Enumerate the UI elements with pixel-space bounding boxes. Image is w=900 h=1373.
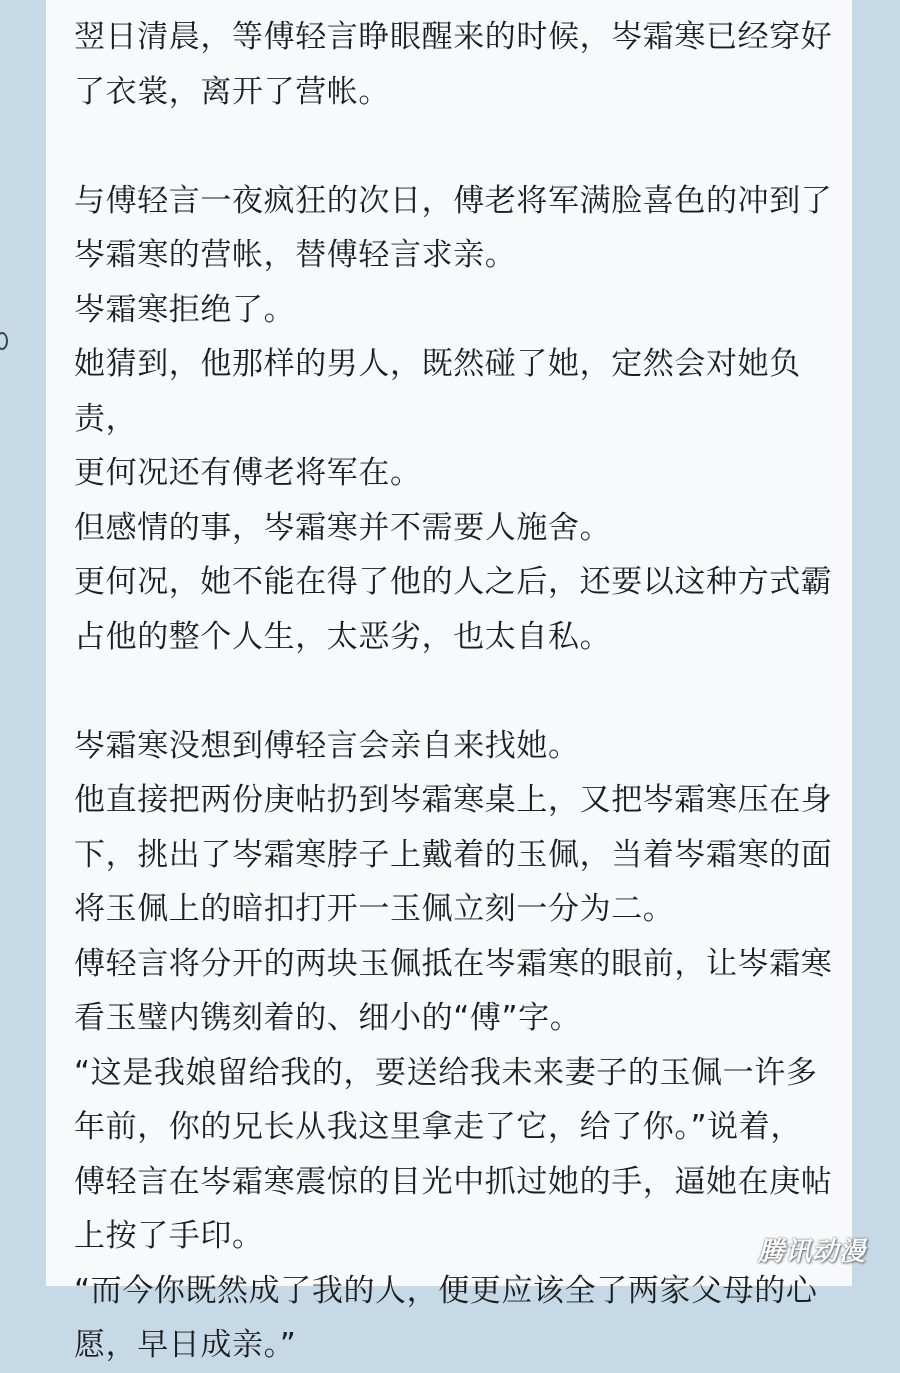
paragraph: 但感情的事，岑霜寒并不需要人施舍。: [74, 509, 612, 546]
paragraph: 岑霜寒拒绝了。: [74, 291, 296, 328]
paragraph: “这是我娘留给我的，要送给我未来妻子的玉佩一许多 年前，你的兄长从我这里拿走了它，给了你。”说着， 傅轻言在岑霜寒震惊的目光中抓过她的手，逼她在庚帖 上按了手印。: [74, 1054, 833, 1254]
paragraph-gap: [74, 119, 844, 174]
paragraph: 翌日清晨，等傅轻言睁眼醒来的时候，岑霜寒已经穿好 了衣裳，离开了营帐。: [74, 19, 833, 110]
watermark-logo: 腾讯动漫: [757, 1236, 866, 1267]
paragraph: “而今你既然成了我的人，便更应该全了两家父母的心 愿，早日成亲。”: [74, 1272, 818, 1363]
paragraph-gap: [74, 664, 844, 719]
paragraph: 傅轻言将分开的两块玉佩抵在岑霜寒的眼前，让岑霜寒 看玉璧内镌刻着的、细小的“傅”字。: [74, 945, 833, 1036]
edge-mark: [0, 332, 8, 350]
paragraph: 更何况，她不能在得了他的人之后，还要以这种方式霸 占他的整个人生，太恶劣，也太自私。: [74, 564, 833, 655]
story-text: [74, 10, 844, 1373]
paragraph: 岑霜寒没想到傅轻言会亲自来找她。: [74, 727, 580, 764]
paragraph: 与傅轻言一夜疯狂的次日，傅老将军满脸喜色的冲到了 岑霜寒的营帐，替傅轻言求亲。: [74, 182, 833, 273]
paragraph: 他直接把两份庚帖扔到岑霜寒桌上，又把岑霜寒压在身 下，挑出了岑霜寒脖子上戴着的玉佩，当着岑霜寒的面 将玉佩上的暗扣打开一玉佩立刻一分为二。: [74, 782, 833, 927]
paragraph: 她猜到，他那样的男人，既然碰了她，定然会对她负责， 更何况还有傅老将军在。: [74, 346, 801, 491]
